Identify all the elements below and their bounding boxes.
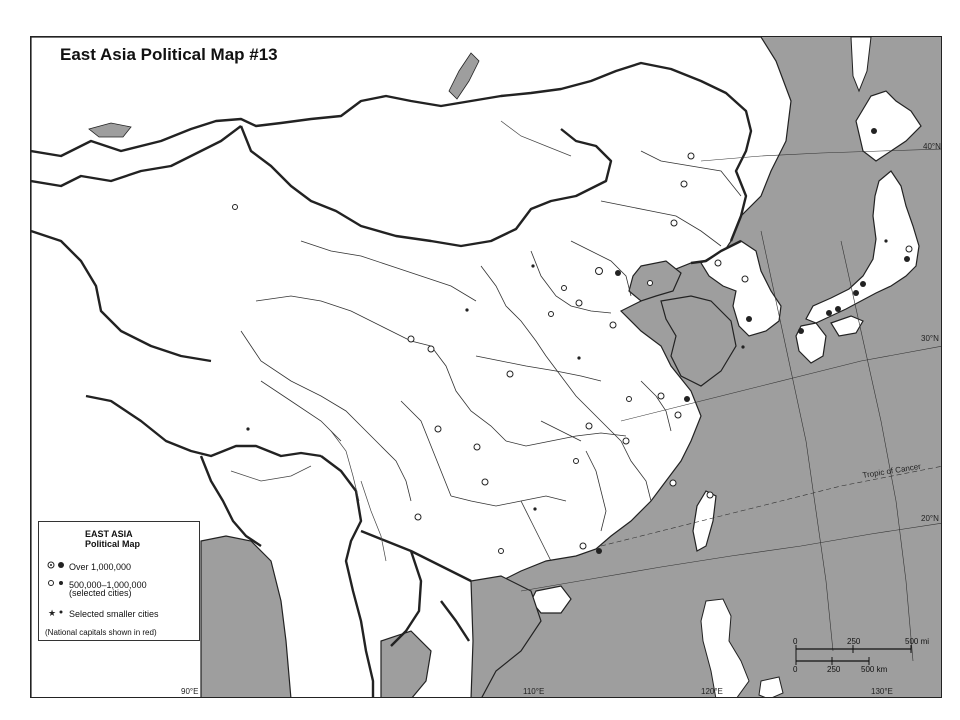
- city-large-marker: [675, 412, 681, 418]
- city-mid-marker: [562, 286, 567, 291]
- city-small-marker: [741, 345, 744, 348]
- city-mid-marker: [499, 549, 504, 554]
- city-major-marker: [871, 128, 877, 134]
- city-large-marker: [658, 393, 664, 399]
- city-mid-marker: [549, 312, 554, 317]
- city-major-marker: [746, 316, 752, 322]
- city-mid-marker: [627, 397, 632, 402]
- tropic-label: Tropic of Cancer: [861, 461, 922, 480]
- city-large-marker: [408, 336, 414, 342]
- city-small-marker: [533, 507, 536, 510]
- scale-mi-250: 250: [847, 637, 861, 646]
- city-major-marker: [826, 310, 832, 316]
- lon-90-label: 90°E: [181, 687, 199, 696]
- lat-20-label: 20°N: [921, 514, 939, 523]
- city-major-marker: [596, 268, 603, 275]
- lat-30-label: 30°N: [921, 334, 939, 343]
- svg-text:★: ★: [48, 609, 57, 617]
- city-large-marker: [474, 444, 480, 450]
- city-large-marker: [482, 479, 488, 485]
- legend-over-label: Over 1,000,000: [69, 562, 132, 572]
- lon-130-label: 130°E: [871, 687, 893, 696]
- city-large-marker: [623, 438, 629, 444]
- legend-row-small: [47, 607, 159, 619]
- city-large-marker: [586, 423, 592, 429]
- city-major-marker: [596, 548, 602, 554]
- city-large-marker: [580, 543, 586, 549]
- city-large-marker: [671, 220, 677, 226]
- legend-symbol-small-icon: [47, 607, 69, 619]
- city-major-marker: [798, 328, 804, 334]
- city-major-marker: [835, 306, 841, 312]
- legend-row-over: [47, 560, 131, 572]
- city-large-marker: [610, 322, 616, 328]
- legend-symbol-mid-icon: [47, 578, 69, 590]
- lon-120-label: 120°E: [701, 687, 723, 696]
- scale-mi-500: 500 mi: [905, 637, 930, 646]
- mindoro-land: [759, 677, 783, 698]
- city-mid-marker: [648, 281, 653, 286]
- city-small-marker: [577, 356, 580, 359]
- city-large-marker: [507, 371, 513, 377]
- map-legend: [38, 521, 200, 641]
- city-large-marker: [688, 153, 694, 159]
- lat-40-label: 40°N: [923, 142, 941, 151]
- legend-title-line1: EAST ASIA: [85, 529, 133, 539]
- city-large-marker: [681, 181, 687, 187]
- city-small-marker: [246, 427, 249, 430]
- city-major-marker: [684, 396, 690, 402]
- city-major-marker: [853, 290, 859, 296]
- lon-110-label: 110°E: [523, 687, 545, 696]
- legend-small-label: Selected smaller cities: [69, 609, 159, 619]
- legend-note: (National capitals shown in red): [45, 628, 157, 637]
- city-mid-marker: [574, 459, 579, 464]
- legend-row-mid-sub: [69, 588, 132, 598]
- page-title: East Asia Political Map #13: [60, 45, 278, 64]
- city-major-marker: [860, 281, 866, 287]
- city-large-marker: [906, 246, 912, 252]
- scale-mi-0: 0: [793, 637, 798, 646]
- city-major-marker: [904, 256, 910, 262]
- scale-km-250: 250: [827, 665, 841, 674]
- scale-km-0: 0: [793, 665, 798, 674]
- city-large-marker: [435, 426, 441, 432]
- city-major-marker: [615, 270, 621, 276]
- city-small-marker: [531, 264, 534, 267]
- city-small-marker: [884, 239, 887, 242]
- legend-symbol-over-icon: [47, 560, 69, 572]
- scale-km-500: 500 km: [861, 665, 888, 674]
- city-large-marker: [670, 480, 676, 486]
- legend-mid-sublabel: (selected cities): [69, 588, 132, 598]
- city-large-marker: [715, 260, 721, 266]
- city-small-marker: [465, 308, 468, 311]
- city-large-marker: [576, 300, 582, 306]
- city-large-marker: [428, 346, 434, 352]
- city-large-marker: [742, 276, 748, 282]
- legend-title-line2: Political Map: [85, 539, 141, 549]
- legend-mid-label: 500,000–1,000,000: [69, 580, 147, 590]
- city-mid-marker: [233, 205, 238, 210]
- city-large-marker: [415, 514, 421, 520]
- legend-title: [85, 529, 140, 549]
- city-large-marker: [707, 492, 713, 498]
